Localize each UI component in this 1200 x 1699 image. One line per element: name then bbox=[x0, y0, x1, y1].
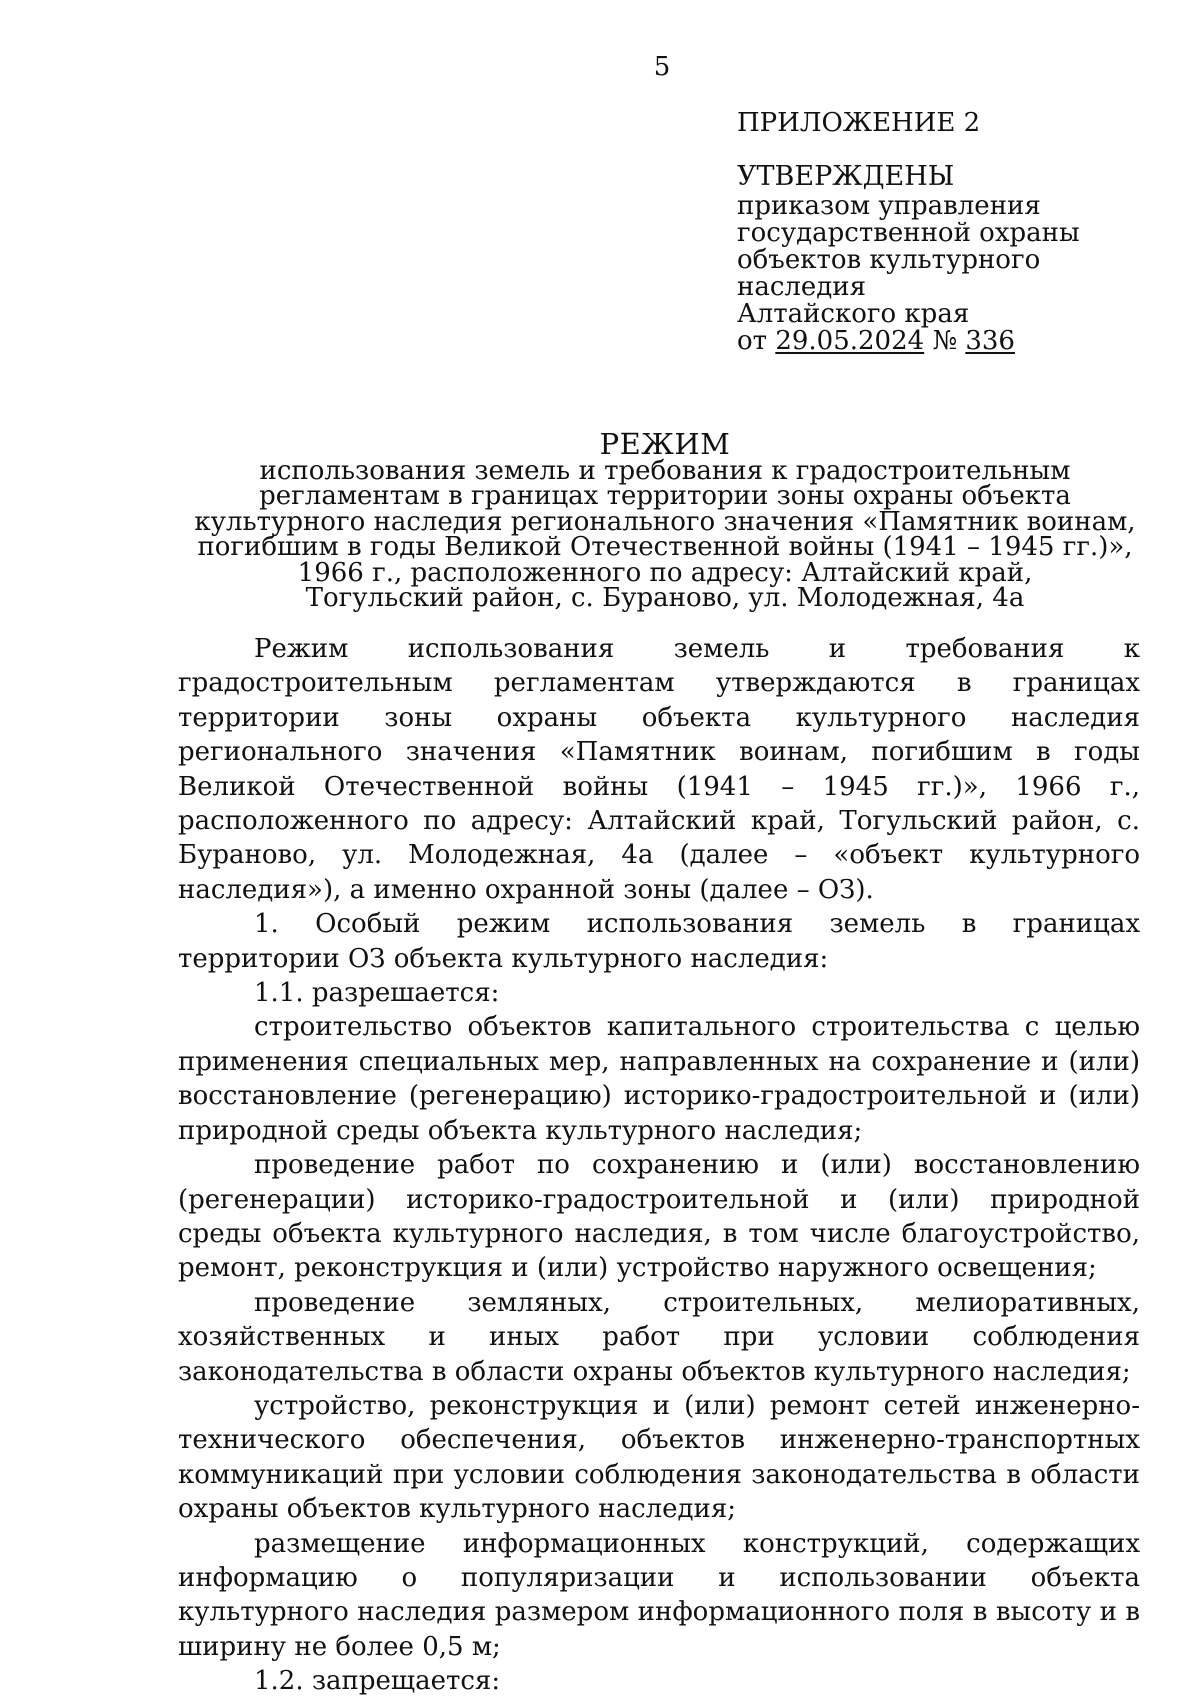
permitted-item: проведение земляных, строительных, мелиоративных, хозяйственных и иных работ при условии соблюдения законодательства в области охраны объектов культурного наследия; bbox=[178, 1287, 1140, 1387]
number-sign: № bbox=[932, 326, 958, 356]
order-number: 336 bbox=[965, 326, 1015, 356]
approval-stamp-block bbox=[737, 110, 1177, 355]
section-1-heading: 1. Особый режим использования земель в границах территории ОЗ объекта культурного наследия: bbox=[178, 909, 1140, 974]
subsection-1-2-heading: 1.2. запрещается: bbox=[254, 1666, 501, 1697]
page-number: 5 bbox=[653, 52, 671, 82]
title-line: регламентам в границах территории зоны охраны объекта bbox=[259, 481, 1071, 511]
title-line: 1966 г., расположенного по адресу: Алтайский край, bbox=[297, 557, 1033, 588]
title-line: использования земель и требования к градостроительным bbox=[259, 455, 1071, 486]
approval-line: Алтайского края bbox=[737, 299, 970, 329]
appendix-label: ПРИЛОЖЕНИЕ 2 bbox=[737, 108, 981, 138]
permitted-item: проведение работ по сохранению и (или) восстановлению (регенерации) историко-градостроительной и (или) природной среды объекта культурного наследия, в том числе благоустройство, ремонт, реконструкция и (или) устройство наружного освещения; bbox=[178, 1150, 1140, 1284]
approval-line: приказом управления bbox=[737, 191, 1041, 221]
title-line: Тогульский район, с. Бураново, ул. Молодежная, 4а bbox=[305, 583, 1025, 613]
intro-paragraph: Режим использования земель и требования к градостроительным регламентам утверждаются в границах территории зоны охраны объекта культурного наследия регионального значения «Памятник воинам, погибшим в годы Великой Отечественной войны (1941 – 1945 гг.)», 1966 г., расположенного по адресу: Алтайский край, Тогульский район, с. Бураново, ул. Молодежная, 4а (далее – «объект культурного наследия»), а именно охранной зоны (далее – ОЗ). bbox=[178, 634, 1140, 905]
permitted-item: размещение информационных конструкций, содержащих информацию о популяризации и использовании объекта культурного наследия размером информационного поля в высоту и в ширину не более 0,5 м; bbox=[178, 1528, 1140, 1662]
title-line: культурного наследия регионального значения «Памятник воинам, bbox=[194, 506, 1136, 537]
document-title-block bbox=[120, 427, 1200, 613]
subsection-1-1-heading: 1.1. разрешается: bbox=[254, 978, 500, 1009]
approval-date-line bbox=[737, 328, 1177, 355]
document-title: РЕЖИМ bbox=[599, 427, 731, 461]
approval-line: объектов культурного наследия bbox=[737, 245, 1041, 302]
permitted-item: устройство, реконструкция и (или) ремонт сетей инженерно-технического обеспечения, объектов инженерно-транспортных коммуникаций при условии соблюдения законодательства в области охраны объектов культурного наследия; bbox=[178, 1390, 1140, 1525]
permitted-item: строительство объектов капитального строительства с целью применения специальных мер, направленных на сохранение и (или) восстановление (регенерацию) историко-градостроительной и (или) природной среды объекта культурного наследия; bbox=[178, 1012, 1140, 1146]
approved-heading: УТВЕРЖДЕНЫ bbox=[737, 161, 955, 192]
title-line: погибшим в годы Великой Отечественной войны (1941 – 1945 гг.)», bbox=[197, 532, 1133, 562]
order-date: 29.05.2024 bbox=[775, 326, 925, 356]
document-body bbox=[178, 632, 1140, 1699]
approval-line: государственной охраны bbox=[737, 218, 1080, 248]
date-prefix: от bbox=[737, 326, 768, 356]
